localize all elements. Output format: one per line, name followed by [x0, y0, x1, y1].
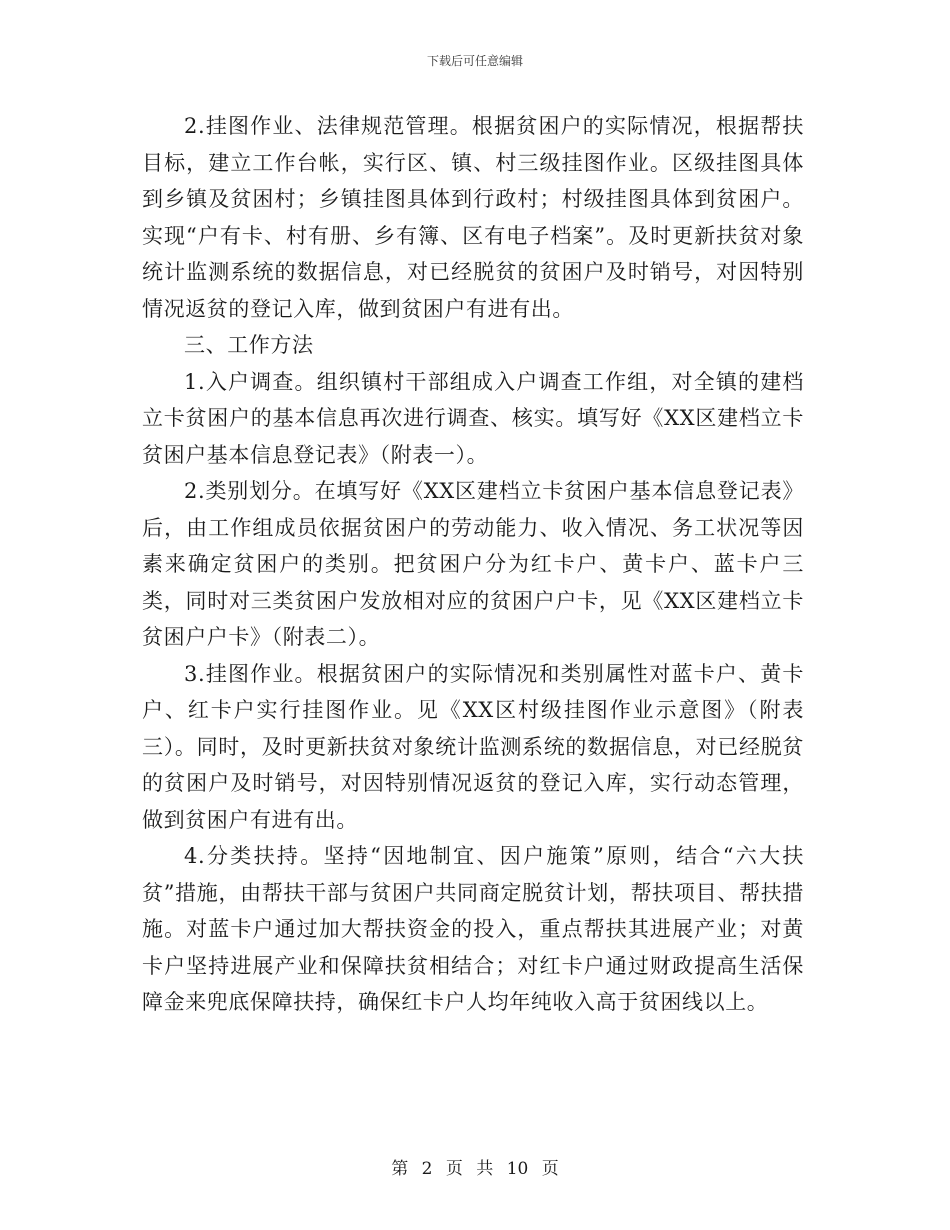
page-header: 下载后可任意编辑	[426, 54, 523, 68]
page-number: 2	[421, 1159, 433, 1179]
section-heading-work-methods: 三、工作方法	[184, 333, 314, 357]
page-footer	[0, 1154, 950, 1179]
total-unit: 页	[541, 1159, 559, 1179]
document-body	[142, 108, 804, 1021]
paragraph-household-survey: 1.入户调查。组织镇村干部组成入户调查工作组，对全镇的建档立卡贫困户的基本信息再次进行调查、核实。填写好《XX区建档立卡贫困户基本信息登记表》（附表一）。	[142, 369, 804, 467]
paragraph-wall-chart-work: 3.挂图作业。根据贫困户的实际情况和类别属性对蓝卡户、黄卡户、红卡户实行挂图作业。见《XX区村级挂图作业示意图》（附表三）。同时，及时更新扶贫对象统计监测系统的数据信息，对已经脱贫的贫困户及时销号，对因特别情况返贫的登记入库，实行动态管理，做到贫困户有进有出。	[142, 661, 804, 832]
paragraph-category-division: 2.类别划分。在填写好《XX区建档立卡贫困户基本信息登记表》后，由工作组成员依据贫困户的劳动能力、收入情况、务工状况等因素来确定贫困户的类别。把贫困户分为红卡户、黄卡户、蓝卡户三类，同时对三类贫困户发放相对应的贫困户户卡，见《XX区建档立卡贫困户户卡》（附表二）。	[142, 479, 804, 649]
paragraph-classified-support: 4.分类扶持。坚持“因地制宜、因户施策”原则，结合“六大扶贫”措施，由帮扶干部与贫困户共同商定脱贫计划，帮扶项目、帮扶措施。对蓝卡户通过加大帮扶资金的投入，重点帮扶其进展产业；对黄卡户坚持进展产业和保障扶贫相结合；对红卡户通过财政提高生活保障金来兜底保障扶持，确保红卡户人均年纯收入高于贫困线以上。	[142, 844, 804, 1014]
total-pages: 10	[506, 1159, 529, 1179]
paragraph-wall-chart-management: 2.挂图作业、法律规范管理。根据贫困户的实际情况，根据帮扶目标，建立工作台帐，实行区、镇、村三级挂图作业。区级挂图具体到乡镇及贫困村；乡镇挂图具体到行政村；村级挂图具体到贫困户。实现“户有卡、村有册、乡有簿、区有电子档案”。及时更新扶贫对象统计监测系统的数据信息，对已经脱贫的贫困户及时销号，对因特别情况返贫的登记入库，做到贫困户有进有出。	[142, 114, 804, 321]
page-label: 第	[391, 1159, 409, 1179]
total-label: 共	[476, 1159, 494, 1179]
page-unit: 页	[445, 1159, 463, 1179]
